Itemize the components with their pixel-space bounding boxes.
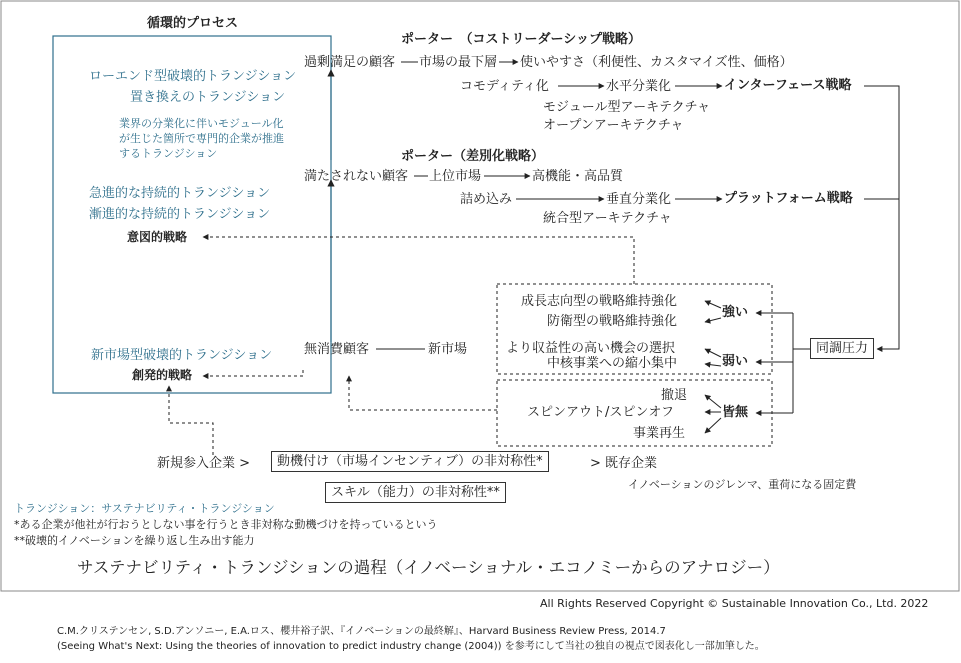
copyright: All Rights Reserved Copyright © Sustainable Innovation Co., Ltd. 2022	[540, 597, 929, 610]
modular-architecture: モジュール型アーキテクチャ	[543, 100, 711, 115]
weak-label: 弱い	[722, 354, 749, 369]
strong-label: 強い	[722, 305, 749, 320]
market-bottom: 市場の最下層	[419, 55, 498, 70]
upper-market: 上位市場	[429, 169, 482, 184]
new-market: 新市場	[428, 342, 468, 357]
underserved-customer: 満たされない顧客	[304, 169, 409, 184]
rapid-transition: 急進的な持続的トランジション	[89, 186, 271, 201]
spin-off: スピンアウト/スピンオフ	[527, 405, 674, 420]
note-line-3: するトランジション	[119, 147, 218, 160]
peer-pressure-box: 同調圧力	[810, 338, 874, 359]
commoditization: コモディティ化	[460, 79, 549, 94]
open-architecture: オープンアーキテクチャ	[543, 118, 684, 133]
horizontal-division: 水平分業化	[606, 79, 672, 94]
note-line-2: が生じた箇所で専門的企業が推進	[119, 132, 284, 145]
none-label: 皆無	[722, 405, 749, 420]
note-line-1: 業界の分業化に伴いモジュール化	[119, 117, 284, 130]
select-opportunity: より収益性の高い機会の選択	[506, 341, 676, 356]
skill-asymmetry-box: スキル（能力）の非対称性**	[325, 482, 506, 503]
intentional-strategy: 意図的戦略	[127, 230, 188, 244]
motivation-asymmetry-box: 動機付け（市場インセンティブ）の非対称性*	[271, 451, 549, 472]
growth-strategy: 成長志向型の戦略維持強化	[521, 294, 678, 309]
integrated-architecture: 統合型アーキテクチャ	[543, 211, 672, 226]
incumbents: > 既存企業	[590, 456, 658, 471]
footnote-2: **破壊的イノベーションを繰り返し生み出す能力	[14, 534, 255, 547]
emergent-strategy: 創発的戦略	[132, 368, 193, 382]
rebirth: 事業再生	[633, 426, 686, 441]
overserved-customer: 過剰満足の顧客	[304, 55, 396, 70]
new-market-transition: 新市場型破壊的トランジション	[91, 348, 273, 363]
gradual-transition: 漸進的な持続的トランジション	[89, 207, 271, 222]
citation-line-2: (Seeing What's Next: Using the theories of innovation to predict industry change (2004)) を参考にして当社の独自の視点で図表化し一部加筆した。	[57, 641, 765, 652]
cramming: 詰め込み	[460, 192, 513, 207]
replace-transition: 置き換えのトランジション	[130, 90, 286, 105]
vertical-division: 垂直分業化	[606, 192, 672, 207]
left-panel-title: 循環的プロセス	[147, 16, 239, 31]
high-function: 高機能・高品質	[532, 169, 624, 184]
nonconsumer: 無消費顧客	[304, 342, 370, 357]
citation-line-1: C.M.クリステンセン, S.D.アンソニー, E.A.ロス、櫻井裕子訳、『イノベーションの最終解』、Harvard Business Review Press, 2014.7	[57, 626, 666, 637]
footnote-1: *ある企業が他社が行おうとしない事を行うとき非対称な動機づけを持っているという	[14, 518, 438, 531]
platform-strategy: プラットフォーム戦略	[724, 191, 853, 206]
withdraw: 撤退	[661, 388, 688, 403]
diagram-caption: サステナビリティ・トランジションの過程（イノベーショナル・エコノミーからのアナロジー）	[77, 558, 780, 577]
transition-definition: トランジション：サステナビリティ・トランジション	[14, 502, 275, 515]
usability: 使いやすさ（利便性、カスタマイズ性、価格）	[520, 55, 793, 70]
porter-diff-title: ポーター（差別化戦略）	[401, 149, 545, 164]
defense-strategy: 防衛型の戦略維持強化	[547, 314, 678, 329]
porter-cost-title: ポーター （コストリーダーシップ戦略）	[401, 32, 641, 47]
shrink-core: 中核事業への縮小集中	[547, 356, 678, 371]
dilemma-note: イノベーションのジレンマ、重荷になる固定費	[628, 478, 857, 491]
interface-strategy: インターフェース戦略	[724, 78, 852, 93]
low-end-transition: ローエンド型破壊的トランジション	[89, 69, 297, 84]
new-entrants: 新規参入企業 >	[157, 456, 251, 471]
